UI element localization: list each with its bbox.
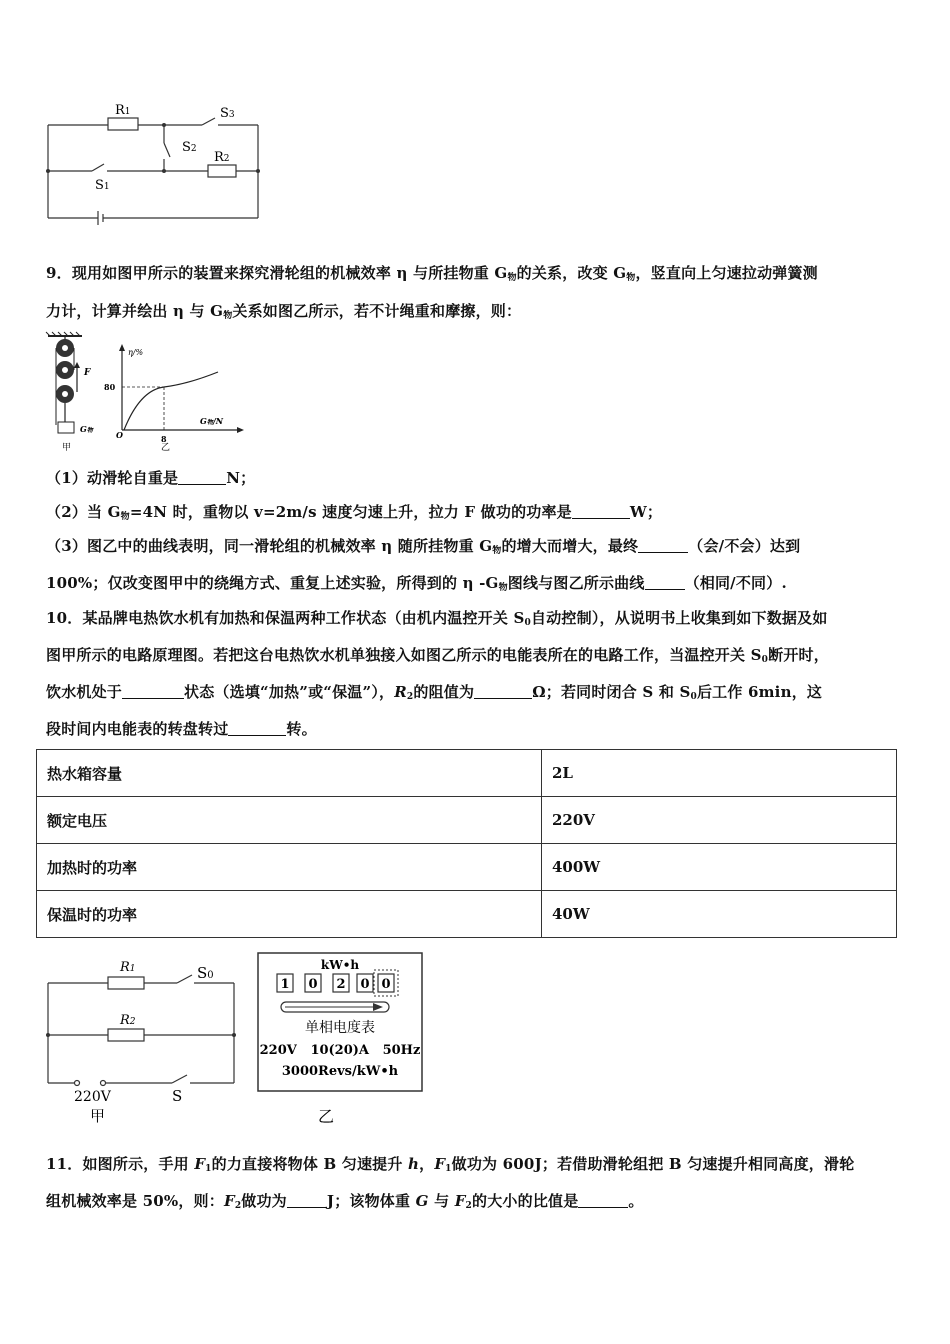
table-row	[37, 750, 897, 797]
answer-blank[interactable]	[287, 1193, 327, 1208]
spec-table	[36, 749, 897, 938]
q10-line-1: 10．某品牌电热饮水机有加热和保温两种工作状态（由机内温控开关 $S_0$自动控制），从说明书上收集到如下数据及如	[46, 609, 828, 628]
q9-part-2: （2）当 $G_物=4N$ 时，重物以 v=2m/s 速度匀速上升，拉力 F 做功的功率是 W；	[46, 503, 663, 522]
q9-figure	[40, 330, 260, 458]
answer-blank[interactable]	[638, 538, 688, 553]
r1-resistor	[108, 977, 144, 989]
s1-switch	[92, 164, 104, 171]
r2-resistor	[208, 165, 236, 177]
r2-label: R2	[214, 150, 230, 165]
answer-blank[interactable]	[572, 504, 630, 519]
meter-unit: kW•h	[320, 958, 360, 972]
table-cell-key: 保温时的功率	[37, 891, 542, 938]
s-switch	[172, 1075, 187, 1083]
s3-label: S3	[220, 106, 235, 121]
meter-revs: 3000Revs/kW•h	[281, 1064, 399, 1079]
s3-switch	[202, 118, 215, 125]
q9-part-3-cont: 100%；仅改变图甲中的绕绳方式、重复上述实验，所得到的 η $-G_物$图线与图乙所示曲线 （相同/不同）.	[46, 574, 787, 593]
origin-label: O	[116, 430, 123, 440]
q9-part-1: （1）动滑轮自重是 N；	[46, 469, 256, 487]
fig-yi-label: 乙	[318, 1107, 335, 1126]
table-row	[37, 797, 897, 844]
terminal	[75, 1081, 80, 1086]
x-axis-label: G物/N	[200, 416, 224, 426]
q11-line-1: 11．如图所示，手用 $F_1$的力直接将物体 B 匀速提升 h，$F_1$做功为 600J；若借助滑轮组把 B 匀速提升相同高度，滑轮	[46, 1155, 855, 1174]
meter-name: 单相电度表	[305, 1020, 375, 1036]
table-row	[37, 844, 897, 891]
meter-digit: 0	[308, 977, 318, 992]
r1-label: R1	[115, 103, 131, 118]
q9-line-1: 9．现用如图甲所示的装置来探究滑轮组的机械效率 η 与所挂物重 $G_物$的关系，改变 $G_物$，竖直向上匀速拉动弹簧测	[46, 264, 818, 283]
r1-label: R1	[120, 960, 136, 975]
meter-spec: 220V 10(20)A 50Hz	[259, 1043, 421, 1058]
efficiency-graph	[104, 344, 244, 453]
q10-meter-yi	[255, 950, 425, 1130]
table-cell-value: 400W	[542, 844, 897, 891]
meter-digit: 1	[280, 977, 290, 992]
q11-line-2: 组机械效率是 50%，则：$F_2$做功为 J；该物体重 G 与 $F_2$的大小的比值是 。	[46, 1192, 644, 1211]
q9-line-2: 力计，计算并绘出 η 与 $G_物$关系如图乙所示，若不计绳重和摩擦，则：	[46, 302, 522, 321]
q10-line-2: 图甲所示的电路原理图。若把这台电热饮水机单独接入如图乙所示的电能表所在的电路工作，当温控开关 $S_0$断开时，	[46, 646, 829, 665]
s-label: S	[172, 1087, 183, 1105]
table-cell-key: 加热时的功率	[37, 844, 542, 891]
table-cell-key: 热水箱容量	[37, 750, 542, 797]
weight-g-label: G物	[80, 424, 93, 434]
q9-part-3: （3）图乙中的曲线表明，同一滑轮组的机械效率 η 随所挂物重 $G_物$的增大而增大，最终 （会/不会）达到	[46, 537, 801, 556]
s2-switch	[164, 143, 170, 157]
answer-blank[interactable]	[578, 1193, 628, 1208]
meter-disc-window	[281, 1002, 389, 1012]
meter-digit-decimal: 0	[381, 977, 391, 992]
table-cell-value: 220V	[542, 797, 897, 844]
q10-line-4: 段时间内电能表的转盘转过 转。	[46, 720, 317, 738]
answer-blank[interactable]	[474, 684, 532, 699]
terminal	[101, 1081, 106, 1086]
pulley-apparatus	[46, 332, 94, 453]
answer-blank[interactable]	[122, 684, 184, 699]
top-circuit-diagram	[40, 95, 270, 230]
s2-label: S2	[182, 140, 197, 155]
x-tick-8: 8	[161, 434, 167, 444]
force-f-label: F	[84, 368, 91, 378]
table-row	[37, 891, 897, 938]
table-cell-value: 40W	[542, 891, 897, 938]
fig-jia-label: 甲	[62, 443, 72, 453]
answer-blank[interactable]	[228, 721, 286, 736]
y-tick-80: 80	[104, 382, 116, 392]
r2-label: R2	[120, 1013, 136, 1028]
q10-line-3: 饮水机处于 状态（选填“加热”或“保温”），$R_2$的阻值为 Ω；若同时闭合 S 和 $S_0$后工作 6min，这	[46, 683, 823, 702]
voltage-label: 220V	[74, 1089, 111, 1105]
answer-blank[interactable]	[645, 575, 685, 590]
r1-resistor	[108, 118, 138, 130]
s1-label: S1	[95, 178, 110, 193]
answer-blank[interactable]	[178, 470, 226, 485]
q10-circuit-jia	[40, 955, 245, 1130]
table-cell-value: 2L	[542, 750, 897, 797]
s0-switch	[177, 975, 192, 983]
table-cell-key: 额定电压	[37, 797, 542, 844]
s0-label: S0	[197, 964, 214, 982]
fig-jia-label: 甲	[90, 1107, 106, 1125]
r2-resistor	[108, 1029, 144, 1041]
fig-yi-label: 乙	[161, 443, 171, 453]
meter-digit: 2	[336, 977, 346, 992]
y-axis-label: η/%	[128, 348, 144, 357]
meter-digit: 0	[360, 977, 370, 992]
